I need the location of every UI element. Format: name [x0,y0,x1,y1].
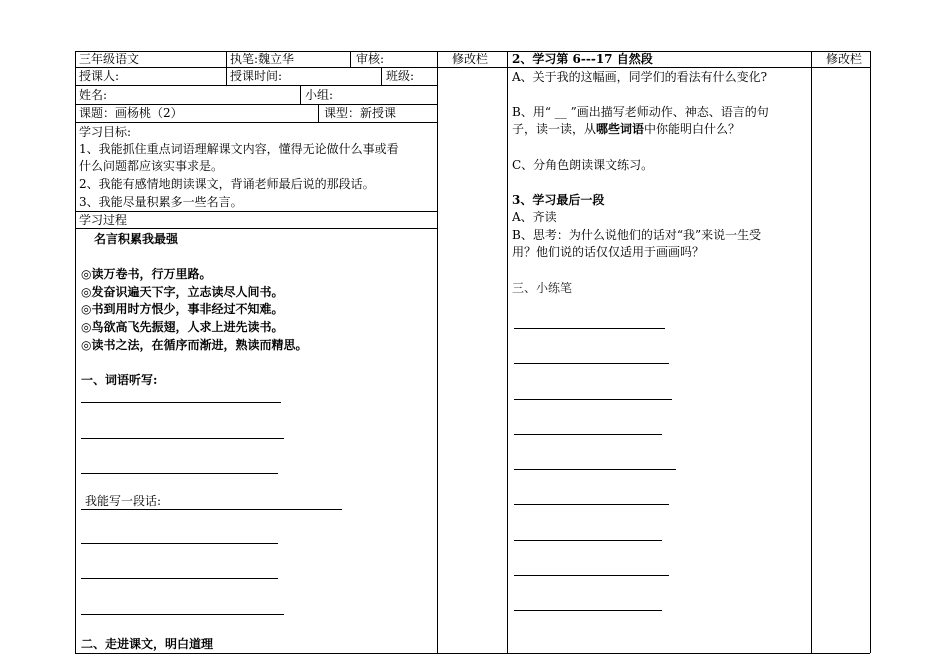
grid-left-header-line [75,67,507,68]
grid-left-border [75,51,76,653]
grid-right-border [870,51,871,653]
goal-line: 3、我能尽量积累多一些名言。 [79,195,243,209]
exercise-line[interactable] [514,575,669,576]
teacher-label: 授课人: [79,69,120,83]
exercise-line[interactable] [514,363,669,364]
goal-line: 什么问题都应该实事求是。 [79,159,224,173]
question-a: A、关于我的这幅画，同学们的看法有什么变化? [512,70,768,84]
goal-line: 1、我能抓住重点词语理解课文内容，懂得无论做什么事或看 [79,142,399,156]
name-label: 姓名: [79,88,108,102]
section-text-title: 二、走进课文，明白道理 [81,637,214,651]
exercise-title: 三、小练笔 [512,281,573,295]
grid-right-rev-border [811,51,812,653]
grid-row3-line [75,104,437,105]
grid-process-line [75,228,437,229]
question-c: C、分角色朗读课文练习。 [512,158,654,172]
quotes-title: 名言积累我最强 [94,232,179,246]
exercise-line[interactable] [514,504,669,505]
grid-bottom-line [75,653,870,654]
exercise-line[interactable] [514,469,676,470]
question-b-keyword: 哪些词语 [596,122,645,136]
paragraph-line[interactable] [81,614,284,615]
write-paragraph-label: 我能写一段话: [85,494,162,508]
section3-item-b-line2: 用？他们说的话仅仅适用于画画吗？ [512,245,705,259]
grid-row2-line [75,85,437,86]
grid-r4-div1 [318,104,319,122]
grid-r3-div1 [300,85,301,104]
left-revision-label: 修改栏 [452,52,489,66]
exercise-line[interactable] [514,610,662,611]
section3-item-b-line1: B、思考：为什么说他们的话对“我”来说一生受 [512,228,762,242]
grade-subject-label: 三年级语文 [79,52,140,66]
question-b-suffix: 中你能明白什么？ [644,122,741,136]
section3-item-a: A、齐读 [512,210,557,224]
quote-item: ◎读书之法，在循序而渐进，熟读而精思。 [81,338,308,352]
class-label: 班级: [386,69,415,83]
exercise-line[interactable] [514,328,665,329]
grid-row4-line [75,122,437,123]
dictation-line[interactable] [81,473,278,474]
exercise-line[interactable] [514,540,662,541]
question-b-line2 [512,122,740,137]
question-b-line1: B、用“ __ ”画出描写老师动作、神态、语言的句 [512,105,769,119]
grid-h1-div1 [226,51,227,67]
time-label: 授课时间: [230,69,283,83]
goal-line: 2、我能有感情地朗读课文，背诵老师最后说的那段话。 [79,177,375,191]
exercise-line[interactable] [514,399,672,400]
process-title: 学习过程 [79,213,128,227]
question-b-prefix: 子，读一读，从 [512,122,597,136]
grid-r2-div1 [226,67,227,85]
reviewer-label: 审核: [356,52,385,66]
group-label: 小组: [305,88,334,102]
goals-title: 学习目标: [79,125,132,139]
quote-item: ◎书到用时方恨少，事非经过不知难。 [81,302,284,316]
grid-h1-div2 [350,51,351,67]
lesson-type-label: 课型：新授课 [324,106,397,120]
right-revision-label: 修改栏 [826,52,863,66]
paragraph-line[interactable] [81,543,278,544]
write-paragraph-underline [81,509,342,510]
dictation-line[interactable] [81,438,284,439]
grid-goals-line [75,211,437,212]
grid-center-border [507,51,508,653]
right-section2-title: 2、学习第 6---17 自然段 [512,52,653,66]
dictation-line[interactable] [81,402,281,403]
quote-item: ◎发奋识遍天下字，立志读尽人间书。 [81,285,284,299]
topic-label: 课题：画杨桃（2） [79,106,183,120]
grid-left-rev-border [437,51,438,653]
author-label: 执笔:魏立华 [230,52,295,66]
section-dictation-title: 一、词语听写: [81,373,158,387]
quote-item: ◎读万卷书，行万里路。 [81,267,212,281]
grid-r2-div2 [381,67,382,85]
paragraph-line[interactable] [81,578,278,579]
grid-right-header-line [507,67,870,68]
quote-item: ◎鸟欲高飞先振翅，人求上进先读书。 [81,320,284,334]
exercise-line[interactable] [514,434,662,435]
right-section3-title: 3、学习最后一段 [512,193,605,207]
